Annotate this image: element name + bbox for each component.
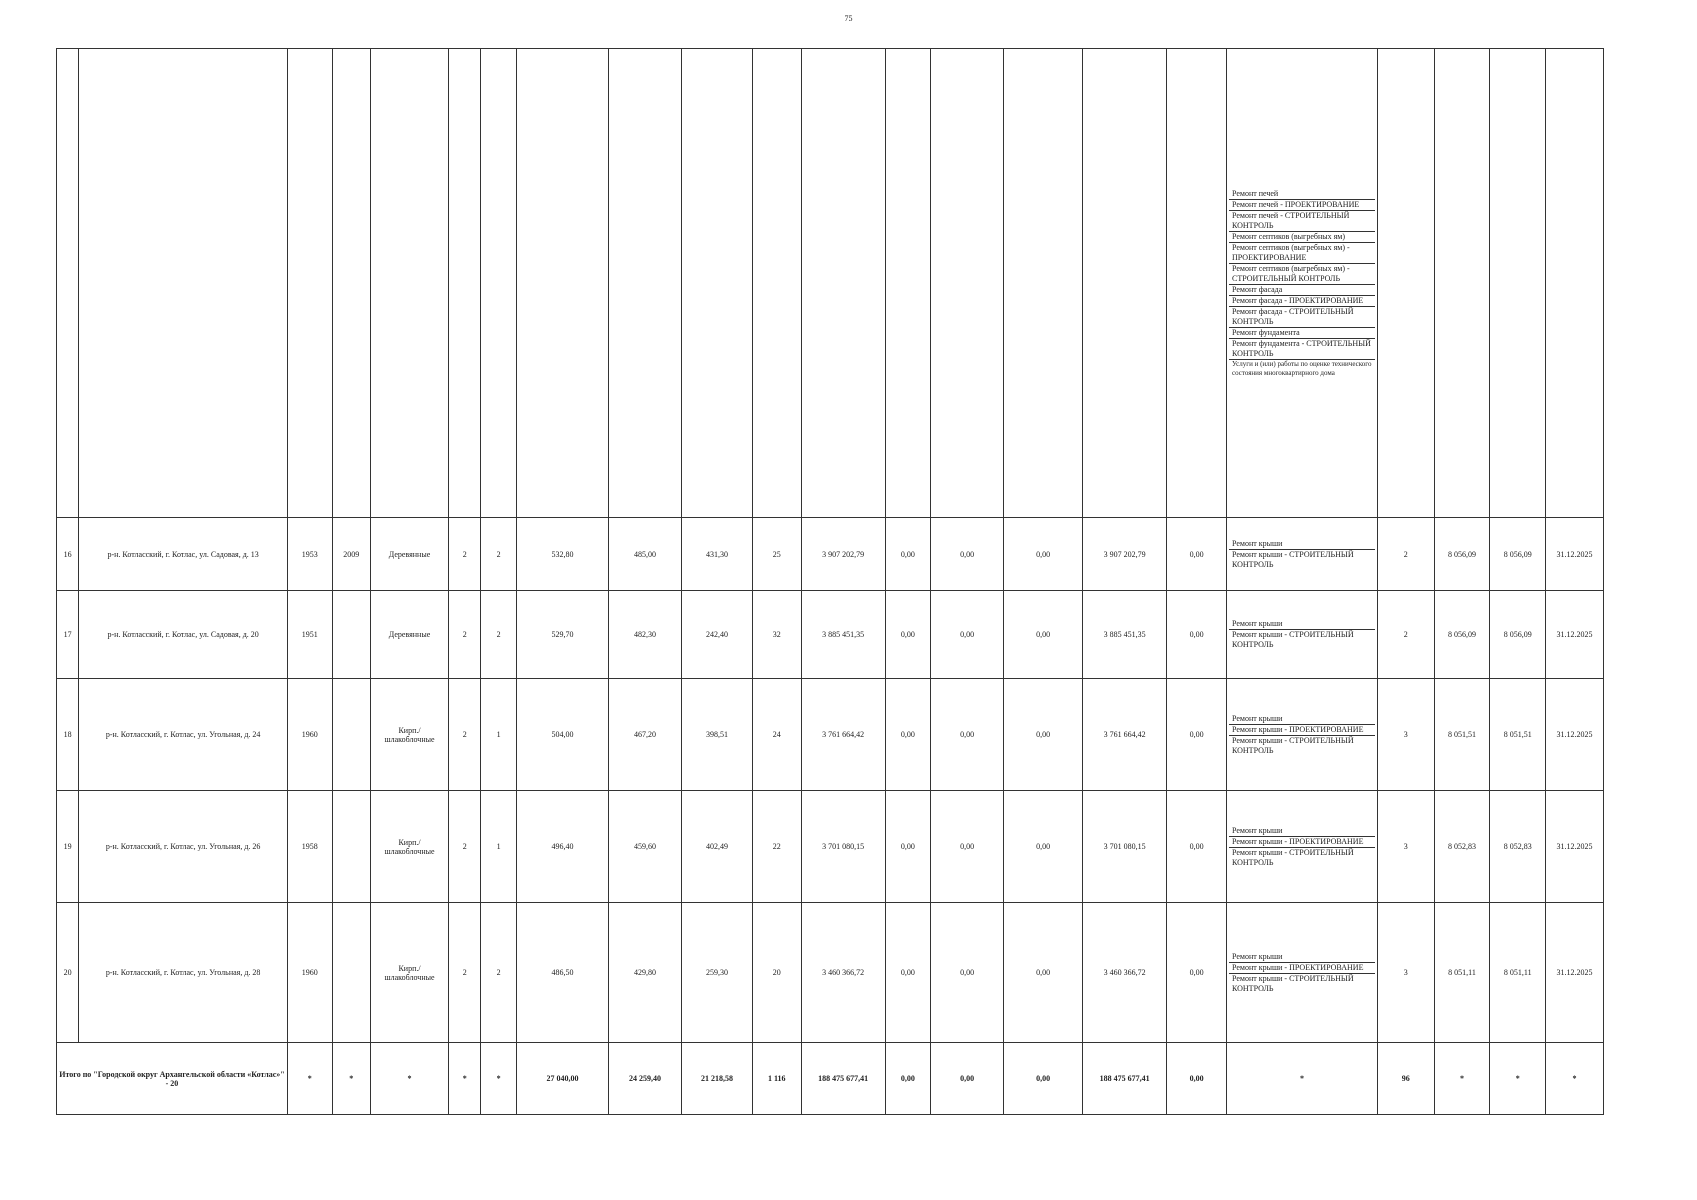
cost-total: 3 761 664,42 <box>801 679 885 791</box>
residents: 25 <box>752 518 801 591</box>
floors: 2 <box>449 591 481 679</box>
row-number: 16 <box>57 518 79 591</box>
works-cell <box>1226 591 1377 679</box>
work-item: Ремонт крыши <box>1229 619 1375 630</box>
works-cell <box>1226 791 1377 903</box>
works-cell <box>1226 518 1377 591</box>
fund-owners: 3 907 202,79 <box>1083 518 1167 591</box>
unit-cost: 8 051,11 <box>1434 903 1490 1043</box>
cost-total: 3 907 202,79 <box>801 518 885 591</box>
table-row <box>57 791 1604 903</box>
total-year-built: * <box>287 1043 332 1115</box>
fund-1: 0,00 <box>885 791 931 903</box>
area-residential: 431,30 <box>682 518 753 591</box>
unit-cost: 8 051,51 <box>1434 679 1490 791</box>
unit-limit: 8 052,83 <box>1490 791 1546 903</box>
works-count: 2 <box>1377 518 1434 591</box>
area-residential: 242,40 <box>682 591 753 679</box>
year-built: 1958 <box>287 791 332 903</box>
area-premises: 485,00 <box>609 518 682 591</box>
fund-5: 0,00 <box>1167 791 1227 903</box>
fund-owners: 3 701 080,15 <box>1083 791 1167 903</box>
unit-limit: 8 051,11 <box>1490 903 1546 1043</box>
work-item: Услуги и (или) работы по оценке технического состояния многоквартирного дома <box>1231 359 1372 377</box>
work-item: Ремонт септиков (выгребных ям) - ПРОЕКТИРОВАНИЕ <box>1229 243 1375 264</box>
work-item: Ремонт крыши - СТРОИТЕЛЬНЫЙ КОНТРОЛЬ <box>1231 973 1354 993</box>
overhaul-register-table <box>56 48 1604 1115</box>
fund-2: 0,00 <box>931 903 1004 1043</box>
fund-3: 0,00 <box>1004 591 1083 679</box>
deadline: 31.12.2025 <box>1546 791 1604 903</box>
entrances: 1 <box>481 791 516 903</box>
unit-cost: 8 056,09 <box>1434 591 1490 679</box>
area-premises: 459,60 <box>609 791 682 903</box>
area-total: 504,00 <box>516 679 608 791</box>
row-number: 19 <box>57 791 79 903</box>
works-cell <box>1226 903 1377 1043</box>
cost-total: 3 460 366,72 <box>801 903 885 1043</box>
page-number: 75 <box>844 14 853 23</box>
fund-2: 0,00 <box>931 518 1004 591</box>
fund-5: 0,00 <box>1167 903 1227 1043</box>
work-item: Ремонт печей - ПРОЕКТИРОВАНИЕ <box>1229 200 1375 211</box>
entrances: 2 <box>481 903 516 1043</box>
year-built: 1953 <box>287 518 332 591</box>
fund-owners: 3 460 366,72 <box>1083 903 1167 1043</box>
fund-1: 0,00 <box>885 591 931 679</box>
work-item: Ремонт фасада - ПРОЕКТИРОВАНИЕ <box>1229 296 1375 307</box>
total-unit-limit: * <box>1490 1043 1546 1115</box>
unit-limit: 8 051,51 <box>1490 679 1546 791</box>
unit-cost: 8 052,83 <box>1434 791 1490 903</box>
wall-material: Деревянные <box>371 518 449 591</box>
year-overhaul <box>332 791 370 903</box>
address: р-н. Котласский, г. Котлас, ул. Угольная, д. 26 <box>79 791 288 903</box>
total-cost: 188 475 677,41 <box>801 1043 885 1115</box>
wall-material: Деревянные <box>371 591 449 679</box>
fund-3: 0,00 <box>1004 518 1083 591</box>
area-premises: 482,30 <box>609 591 682 679</box>
year-built: 1960 <box>287 679 332 791</box>
total-fund-2: 0,00 <box>931 1043 1004 1115</box>
deadline: 31.12.2025 <box>1546 903 1604 1043</box>
work-item: Ремонт крыши - СТРОИТЕЛЬНЫЙ КОНТРОЛЬ <box>1231 630 1354 649</box>
row-number: 20 <box>57 903 79 1043</box>
floors: 2 <box>449 518 481 591</box>
entrances: 2 <box>481 591 516 679</box>
total-fund-3: 0,00 <box>1004 1043 1083 1115</box>
table-row <box>57 903 1604 1043</box>
work-item: Ремонт крыши <box>1229 714 1375 725</box>
row-number: 18 <box>57 679 79 791</box>
total-floors: * <box>449 1043 481 1115</box>
fund-5: 0,00 <box>1167 518 1227 591</box>
area-total: 532,80 <box>516 518 608 591</box>
entrances: 1 <box>481 679 516 791</box>
continuation-row <box>57 49 1604 518</box>
cost-total: 3 885 451,35 <box>801 591 885 679</box>
wall-material: Кирп./ шлакоблочные <box>371 679 449 791</box>
fund-5: 0,00 <box>1167 591 1227 679</box>
work-item: Ремонт фундамента <box>1229 328 1375 339</box>
fund-3: 0,00 <box>1004 679 1083 791</box>
total-row <box>57 1043 1604 1115</box>
work-item: Ремонт фасада <box>1229 285 1375 296</box>
total-fund-owners: 188 475 677,41 <box>1083 1043 1167 1115</box>
year-overhaul: 2009 <box>332 518 370 591</box>
work-item: Ремонт крыши <box>1229 826 1375 837</box>
year-overhaul <box>332 679 370 791</box>
fund-2: 0,00 <box>931 679 1004 791</box>
address: р-н. Котласский, г. Котлас, ул. Угольная, д. 24 <box>79 679 288 791</box>
works-cell <box>1226 679 1377 791</box>
total-entrances: * <box>481 1043 516 1115</box>
work-item: Ремонт крыши <box>1229 539 1375 550</box>
wall-material: Кирп./ шлакоблочные <box>371 791 449 903</box>
work-item: Ремонт крыши - СТРОИТЕЛЬНЫЙ КОНТРОЛЬ <box>1231 847 1354 867</box>
area-residential: 259,30 <box>682 903 753 1043</box>
floors: 2 <box>449 791 481 903</box>
address: р-н. Котласский, г. Котлас, ул. Садовая, д. 20 <box>79 591 288 679</box>
table-row <box>57 679 1604 791</box>
year-built: 1951 <box>287 591 332 679</box>
total-deadline: * <box>1546 1043 1604 1115</box>
area-residential: 402,49 <box>682 791 753 903</box>
wall-material: Кирп./ шлакоблочные <box>371 903 449 1043</box>
deadline: 31.12.2025 <box>1546 679 1604 791</box>
total-area-premises: 24 259,40 <box>609 1043 682 1115</box>
year-built: 1960 <box>287 903 332 1043</box>
table-row <box>57 518 1604 591</box>
total-material: * <box>371 1043 449 1115</box>
area-total: 486,50 <box>516 903 608 1043</box>
address: р-н. Котласский, г. Котлас, ул. Садовая, д. 13 <box>79 518 288 591</box>
deadline: 31.12.2025 <box>1546 591 1604 679</box>
area-total: 496,40 <box>516 791 608 903</box>
works-count: 3 <box>1377 903 1434 1043</box>
fund-2: 0,00 <box>931 791 1004 903</box>
work-item: Ремонт септиков (выгребных ям) <box>1229 232 1375 243</box>
fund-3: 0,00 <box>1004 791 1083 903</box>
total-unit-cost: * <box>1434 1043 1490 1115</box>
fund-2: 0,00 <box>931 591 1004 679</box>
fund-owners: 3 885 451,35 <box>1083 591 1167 679</box>
unit-limit: 8 056,09 <box>1490 518 1546 591</box>
work-item: Ремонт крыши <box>1229 952 1375 963</box>
residents: 20 <box>752 903 801 1043</box>
total-works-count: 96 <box>1377 1043 1434 1115</box>
fund-1: 0,00 <box>885 679 931 791</box>
work-item: Ремонт крыши - ПРОЕКТИРОВАНИЕ <box>1229 963 1375 974</box>
fund-1: 0,00 <box>885 518 931 591</box>
floors: 2 <box>449 679 481 791</box>
work-item: Ремонт фасада - СТРОИТЕЛЬНЫЙ КОНТРОЛЬ <box>1229 307 1375 328</box>
total-year-overhaul: * <box>332 1043 370 1115</box>
unit-limit: 8 056,09 <box>1490 591 1546 679</box>
works-count: 3 <box>1377 791 1434 903</box>
work-item: Ремонт печей - СТРОИТЕЛЬНЫЙ КОНТРОЛЬ <box>1229 211 1375 232</box>
residents: 24 <box>752 679 801 791</box>
work-item: Ремонт крыши - СТРОИТЕЛЬНЫЙ КОНТРОЛЬ <box>1231 549 1354 569</box>
work-item: Ремонт крыши - ПРОЕКТИРОВАНИЕ <box>1229 837 1375 848</box>
area-premises: 467,20 <box>609 679 682 791</box>
area-premises: 429,80 <box>609 903 682 1043</box>
table-row <box>57 591 1604 679</box>
unit-cost: 8 056,09 <box>1434 518 1490 591</box>
work-item: Ремонт крыши - ПРОЕКТИРОВАНИЕ <box>1229 725 1375 736</box>
year-overhaul <box>332 591 370 679</box>
area-total: 529,70 <box>516 591 608 679</box>
total-works: * <box>1226 1043 1377 1115</box>
total-label: Итого по "Городской округ Архангельской области «Котлас»" - 20 <box>57 1043 288 1115</box>
fund-5: 0,00 <box>1167 679 1227 791</box>
row-number: 17 <box>57 591 79 679</box>
works-cell <box>1226 49 1377 518</box>
residents: 22 <box>752 791 801 903</box>
total-area-residential: 21 218,58 <box>682 1043 753 1115</box>
total-fund-1: 0,00 <box>885 1043 931 1115</box>
work-item: Ремонт септиков (выгребных ям) - СТРОИТЕЛЬНЫЙ КОНТРОЛЬ <box>1229 264 1375 285</box>
works-count: 3 <box>1377 679 1434 791</box>
works-count: 2 <box>1377 591 1434 679</box>
entrances: 2 <box>481 518 516 591</box>
address: р-н. Котласский, г. Котлас, ул. Угольная, д. 28 <box>79 903 288 1043</box>
floors: 2 <box>449 903 481 1043</box>
residents: 32 <box>752 591 801 679</box>
cost-total: 3 701 080,15 <box>801 791 885 903</box>
total-fund-5: 0,00 <box>1167 1043 1227 1115</box>
year-overhaul <box>332 903 370 1043</box>
work-item: Ремонт крыши - СТРОИТЕЛЬНЫЙ КОНТРОЛЬ <box>1231 735 1354 755</box>
fund-3: 0,00 <box>1004 903 1083 1043</box>
deadline: 31.12.2025 <box>1546 518 1604 591</box>
fund-owners: 3 761 664,42 <box>1083 679 1167 791</box>
work-item: Ремонт фундамента - СТРОИТЕЛЬНЫЙ КОНТРОЛЬ <box>1229 339 1375 360</box>
total-area-total: 27 040,00 <box>516 1043 608 1115</box>
fund-1: 0,00 <box>885 903 931 1043</box>
work-item: Ремонт печей <box>1229 189 1375 200</box>
area-residential: 398,51 <box>682 679 753 791</box>
total-residents: 1 116 <box>752 1043 801 1115</box>
